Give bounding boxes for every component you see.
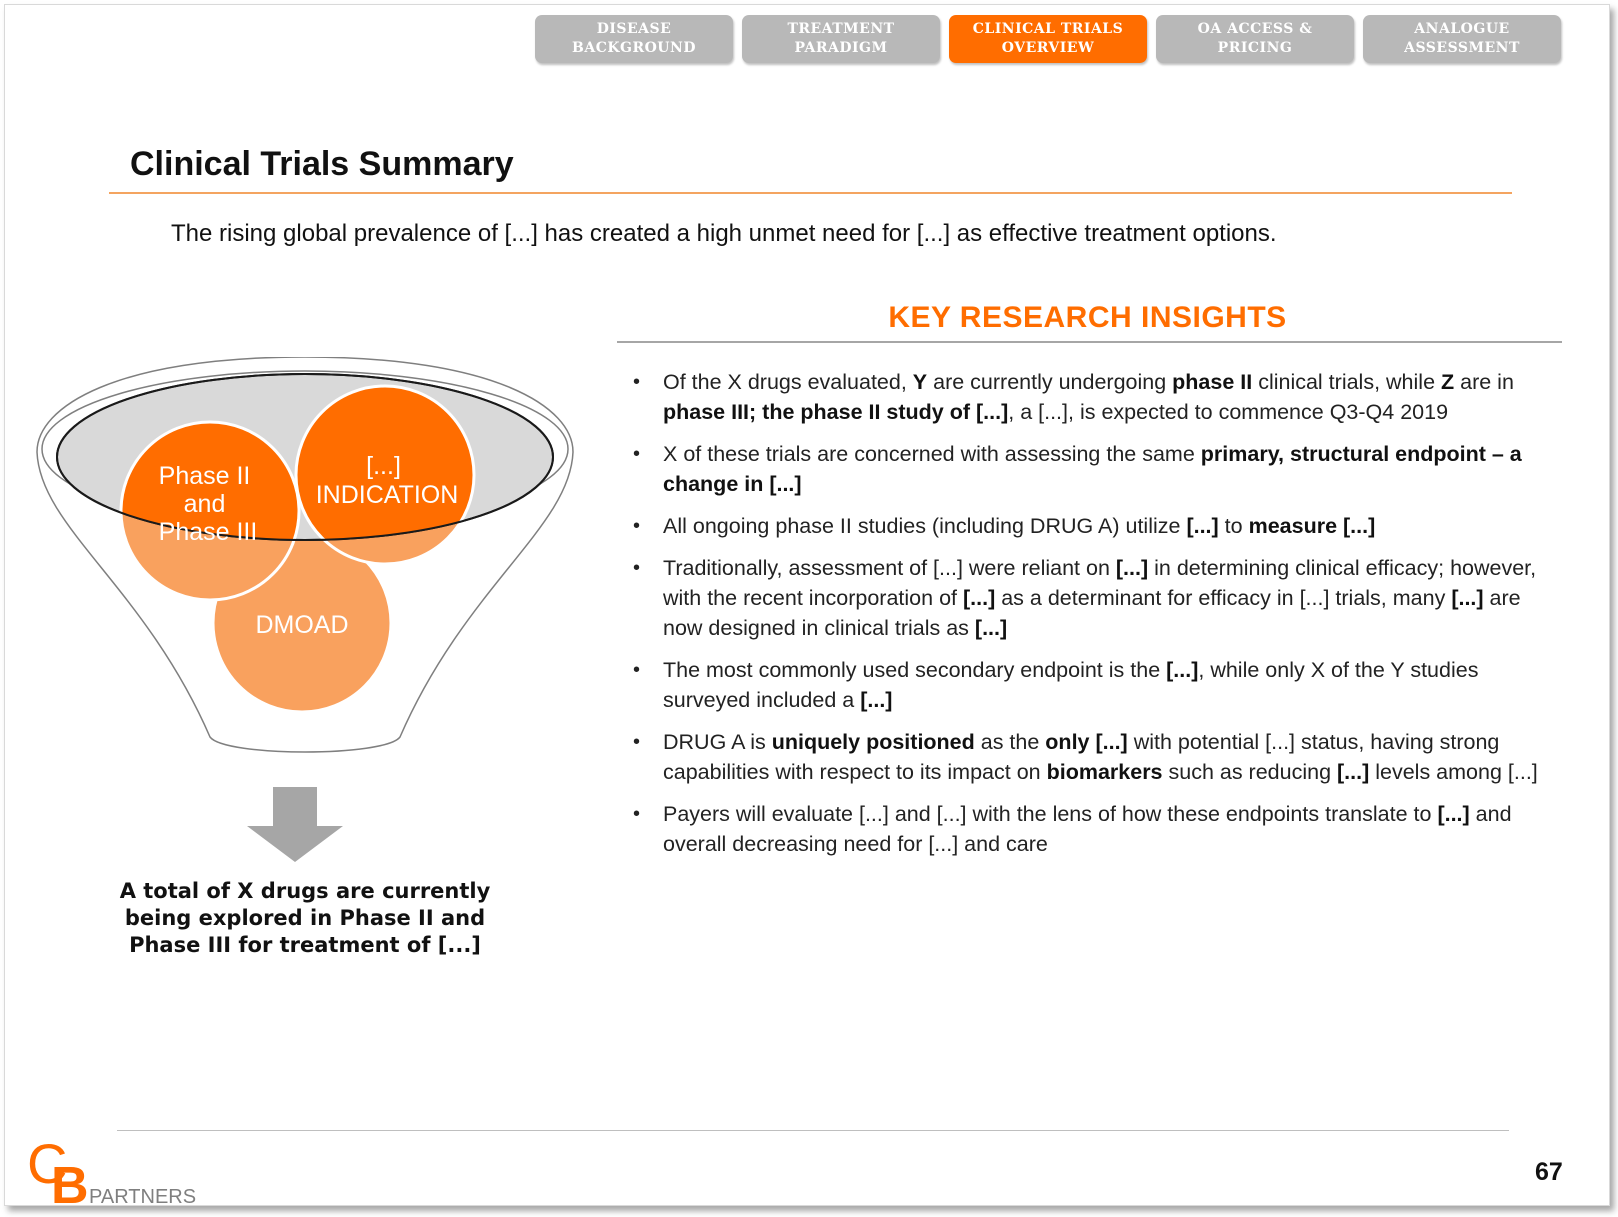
title-divider bbox=[109, 192, 1512, 194]
tab-analogue-assessment[interactable] bbox=[1363, 15, 1561, 63]
bold-text: phase III; the phase II study of [...] bbox=[663, 400, 1009, 424]
circle-label-line: and bbox=[183, 490, 226, 518]
bold-text: Z bbox=[1441, 370, 1455, 394]
bold-text: phase II bbox=[1172, 370, 1253, 394]
section-tabs bbox=[535, 15, 1595, 65]
text-run: The most commonly used secondary endpoint is the bbox=[663, 658, 1167, 682]
text-run: Traditionally, assessment of [...] were reliant on bbox=[663, 556, 1116, 580]
bold-text: [...] bbox=[1166, 658, 1199, 682]
bold-text: [...] bbox=[1451, 586, 1484, 610]
bold-text: only [...] bbox=[1045, 730, 1128, 754]
circle-label-line: INDICATION bbox=[315, 481, 459, 509]
logo-letter-c: C bbox=[27, 1135, 68, 1195]
bold-text: [...] bbox=[962, 586, 996, 610]
text-run: All ongoing phase II studies (including DRUG A) utilize bbox=[663, 514, 1187, 538]
logo-word: PARTNERS bbox=[89, 1186, 197, 1205]
bold-text: primary, structural endpoint – a change in [...] bbox=[663, 442, 1522, 496]
tab-label: DISEASE BACKGROUND bbox=[572, 21, 696, 56]
text-run: as a determinant for efficacy in [...] trials, many bbox=[995, 586, 1452, 610]
circle-label-dmoad: DMOAD bbox=[255, 611, 349, 639]
tab-label: CLINICAL TRIALS OVERVIEW bbox=[972, 21, 1124, 56]
tab-disease-background[interactable] bbox=[535, 15, 733, 63]
insight-bullet bbox=[633, 439, 1558, 499]
bold-text: [...] bbox=[1186, 514, 1219, 538]
tab-label: TREATMENT PARADIGM bbox=[787, 21, 895, 56]
bold-text: [...] bbox=[860, 688, 893, 712]
tab-label: OA ACCESS & PRICING bbox=[1197, 21, 1313, 56]
bold-text: Y bbox=[912, 370, 928, 394]
funnel-caption: A total of X drugs are currently being explored in Phase II and Phase III for treatment of [...] bbox=[119, 879, 491, 957]
text-run: to bbox=[1218, 514, 1249, 538]
tab-clinical-trials-overview[interactable] bbox=[949, 15, 1147, 63]
text-run: DRUG A is bbox=[663, 730, 772, 754]
key-insights-divider bbox=[617, 341, 1562, 343]
page-number: 67 bbox=[1535, 1158, 1563, 1186]
insight-bullet bbox=[633, 799, 1558, 859]
text-run: are now designed in clinical trials as bbox=[663, 586, 1521, 640]
text-run: are in bbox=[1454, 370, 1514, 394]
text-run: X of these trials are concerned with assessing the same bbox=[663, 442, 1201, 466]
circle-label-line: [...] bbox=[366, 452, 401, 480]
text-run: Of the X drugs evaluated, bbox=[663, 370, 913, 394]
funnel-diagram bbox=[25, 357, 585, 867]
insight-bullet bbox=[633, 655, 1558, 715]
insight-bullet bbox=[633, 511, 1558, 541]
bold-text: measure [...] bbox=[1248, 514, 1376, 538]
bold-text: [...] bbox=[974, 616, 1008, 640]
bold-text: [...] bbox=[1337, 760, 1370, 784]
text-run: , a [...], is expected to commence Q3-Q4 2019 bbox=[1008, 400, 1449, 424]
footer-divider bbox=[117, 1130, 1509, 1131]
bold-text: biomarkers bbox=[1046, 760, 1163, 784]
bold-text: uniquely positioned bbox=[771, 730, 975, 754]
logo-letter-b: B bbox=[51, 1157, 89, 1205]
bold-text: [...] bbox=[1437, 802, 1470, 826]
text-run: levels among [...] bbox=[1369, 760, 1538, 784]
key-insights-heading: KEY RESEARCH INSIGHTS bbox=[888, 301, 1287, 334]
text-run: as the bbox=[974, 730, 1046, 754]
text-run: clinical trials, while bbox=[1252, 370, 1441, 394]
text-run: , while only X of the Y studies surveyed included a bbox=[663, 658, 1479, 712]
down-arrow-icon bbox=[247, 787, 343, 862]
text-run: Payers will evaluate [...] and [...] with the lens of how these endpoints translate to bbox=[663, 802, 1438, 826]
bold-text: [...] bbox=[1115, 556, 1149, 580]
text-run: with potential [...] status, having strong capabilities with respect to its impact on bbox=[663, 730, 1500, 784]
text-run: are currently undergoing bbox=[927, 370, 1173, 394]
tab-oa-access-pricing[interactable] bbox=[1156, 15, 1354, 63]
insight-bullet bbox=[633, 367, 1558, 427]
key-insights-list bbox=[633, 367, 1558, 871]
cb-partners-logo bbox=[27, 1135, 207, 1205]
text-run: and overall decreasing need for [...] and care bbox=[663, 802, 1512, 856]
circle-label-line: Phase III bbox=[158, 518, 258, 546]
text-run: such as reducing bbox=[1162, 760, 1338, 784]
page-title: Clinical Trials Summary bbox=[130, 145, 514, 183]
page-subtitle: The rising global prevalence of [...] has created a high unmet need for [...] as effective treatment options. bbox=[171, 220, 1277, 247]
tab-label: ANALOGUE ASSESSMENT bbox=[1404, 21, 1520, 56]
text-run: in determining clinical efficacy; however, with the recent incorporation of bbox=[663, 556, 1537, 610]
slide bbox=[4, 4, 1610, 1206]
circle-label-line: Phase II bbox=[158, 462, 251, 490]
tab-treatment-paradigm[interactable] bbox=[742, 15, 940, 63]
insight-bullet bbox=[633, 727, 1558, 787]
insight-bullet bbox=[633, 553, 1558, 643]
